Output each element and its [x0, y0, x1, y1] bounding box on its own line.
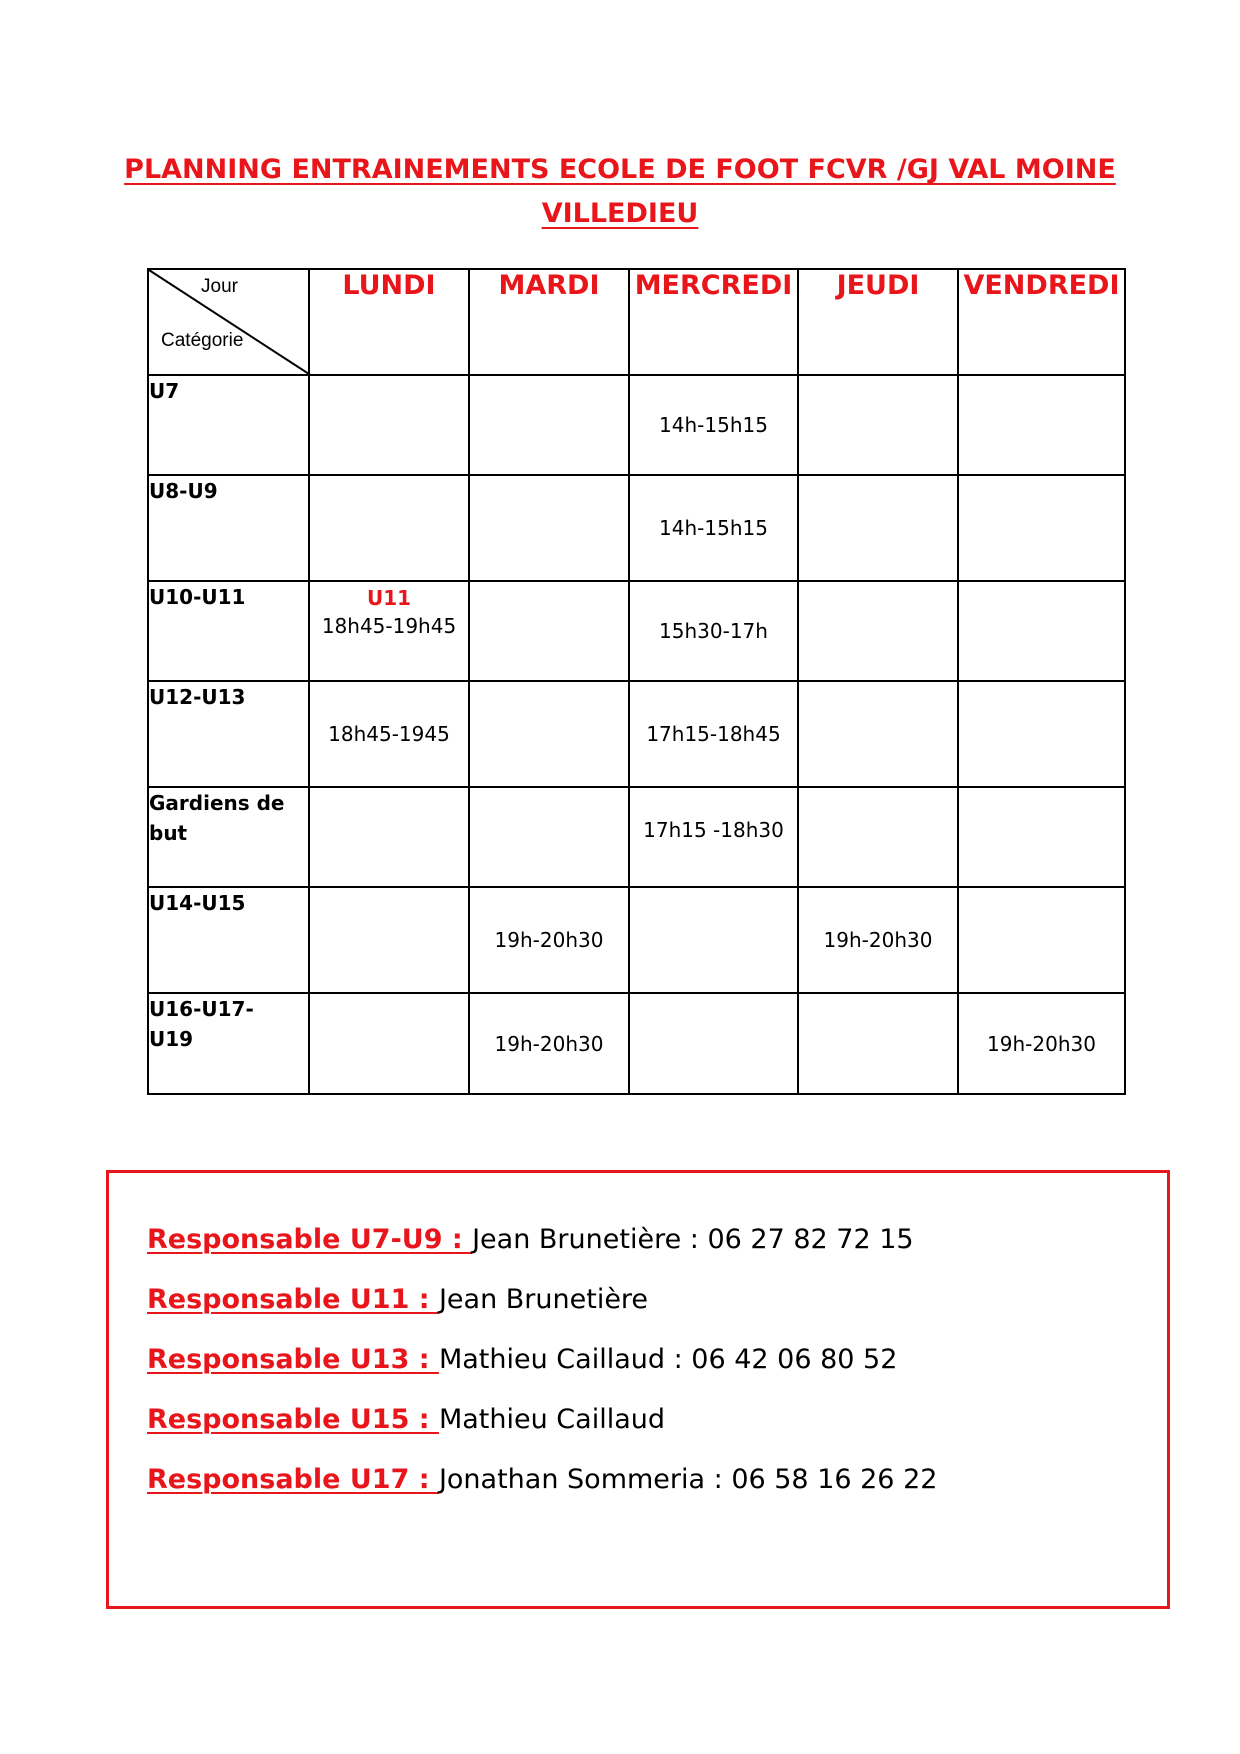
schedule-cell	[469, 581, 629, 681]
day-header-mardi: MARDI	[469, 269, 629, 375]
corner-label-categorie: Catégorie	[161, 330, 244, 351]
page-title	[0, 148, 1240, 236]
responsable-label: Responsable U15 :	[147, 1404, 439, 1435]
corner-cell	[148, 269, 309, 375]
schedule-cell	[798, 993, 958, 1094]
schedule-cell	[958, 375, 1125, 475]
schedule-cell: 14h-15h15	[629, 475, 798, 581]
corner-label-jour: Jour	[201, 276, 238, 297]
schedule-cell	[629, 993, 798, 1094]
schedule-cell: 19h-20h30	[798, 887, 958, 993]
table-row	[148, 581, 1125, 681]
row-label: U7	[148, 375, 309, 475]
schedule-cell: 18h45-1945	[309, 681, 469, 787]
row-label	[148, 993, 309, 1094]
responsable-line	[147, 1284, 648, 1315]
table-row	[148, 475, 1125, 581]
row-label-line-2: but	[149, 821, 188, 845]
group-tag: U11	[366, 586, 412, 610]
responsable-line	[147, 1464, 937, 1495]
day-header-lundi: LUNDI	[309, 269, 469, 375]
schedule-cell	[629, 887, 798, 993]
day-header-vendredi: VENDREDI	[958, 269, 1125, 375]
row-label: U12-U13	[148, 681, 309, 787]
schedule-cell: 19h-20h30	[469, 993, 629, 1094]
responsable-value: Jean Brunetière	[438, 1284, 649, 1315]
schedule-cell	[309, 993, 469, 1094]
schedule-cell	[798, 581, 958, 681]
schedule-cell	[798, 787, 958, 887]
schedule-cell	[309, 375, 469, 475]
title-line-1: PLANNING ENTRAINEMENTS ECOLE DE FOOT FCVR /GJ VAL MOINE	[124, 154, 1116, 185]
schedule-cell: 17h15-18h45	[629, 681, 798, 787]
day-header-mercredi: MERCREDI	[629, 269, 798, 375]
schedule-cell	[798, 375, 958, 475]
schedule-cell: 15h30-17h	[629, 581, 798, 681]
table-row	[148, 375, 1125, 475]
schedule-cell	[798, 475, 958, 581]
row-label-line-2: U19	[149, 1027, 194, 1051]
schedule-cell	[309, 581, 469, 681]
table-row	[148, 681, 1125, 787]
responsable-label: Responsable U13 :	[147, 1344, 439, 1375]
schedule-cell	[958, 681, 1125, 787]
schedule-cell	[469, 375, 629, 475]
schedule-cell	[309, 475, 469, 581]
schedule-cell	[958, 887, 1125, 993]
table-row	[148, 787, 1125, 887]
schedule-cell	[958, 787, 1125, 887]
schedule-cell	[958, 581, 1125, 681]
row-label: U8-U9	[148, 475, 309, 581]
schedule-cell	[958, 475, 1125, 581]
schedule-cell	[469, 475, 629, 581]
schedule-cell: 19h-20h30	[958, 993, 1125, 1094]
row-label	[148, 787, 309, 887]
responsable-line	[147, 1344, 897, 1375]
responsable-label: Responsable U17 :	[147, 1464, 439, 1495]
responsable-value: Jonathan Sommeria : 06 58 16 26 22	[438, 1464, 938, 1495]
schedule-cell	[469, 787, 629, 887]
responsable-value: Mathieu Caillaud : 06 42 06 80 52	[438, 1344, 898, 1375]
header-row	[148, 269, 1125, 375]
row-label-line-1: Gardiens de	[149, 791, 285, 815]
schedule-cell	[469, 681, 629, 787]
row-label-line-1: U16-U17-	[149, 997, 254, 1021]
time-slot: 18h45-19h45	[321, 614, 457, 638]
table-row	[148, 993, 1125, 1094]
row-label: U10-U11	[148, 581, 309, 681]
table-row	[148, 887, 1125, 993]
schedule-cell	[309, 787, 469, 887]
row-label: U14-U15	[148, 887, 309, 993]
responsable-label: Responsable U7-U9 :	[147, 1224, 473, 1255]
responsable-value: Mathieu Caillaud	[438, 1404, 665, 1435]
schedule-cell	[309, 887, 469, 993]
schedule-cell	[798, 681, 958, 787]
responsable-line	[147, 1404, 665, 1435]
responsable-label: Responsable U11 :	[147, 1284, 439, 1315]
day-header-jeudi: JEUDI	[798, 269, 958, 375]
schedule-cell: 14h-15h15	[629, 375, 798, 475]
responsable-line	[147, 1224, 914, 1255]
title-line-2: VILLEDIEU	[541, 198, 699, 229]
schedule-cell: 19h-20h30	[469, 887, 629, 993]
responsable-value: Jean Brunetière : 06 27 82 72 15	[472, 1224, 914, 1255]
schedule-cell: 17h15 -18h30	[629, 787, 798, 887]
schedule-table	[147, 268, 1126, 1095]
